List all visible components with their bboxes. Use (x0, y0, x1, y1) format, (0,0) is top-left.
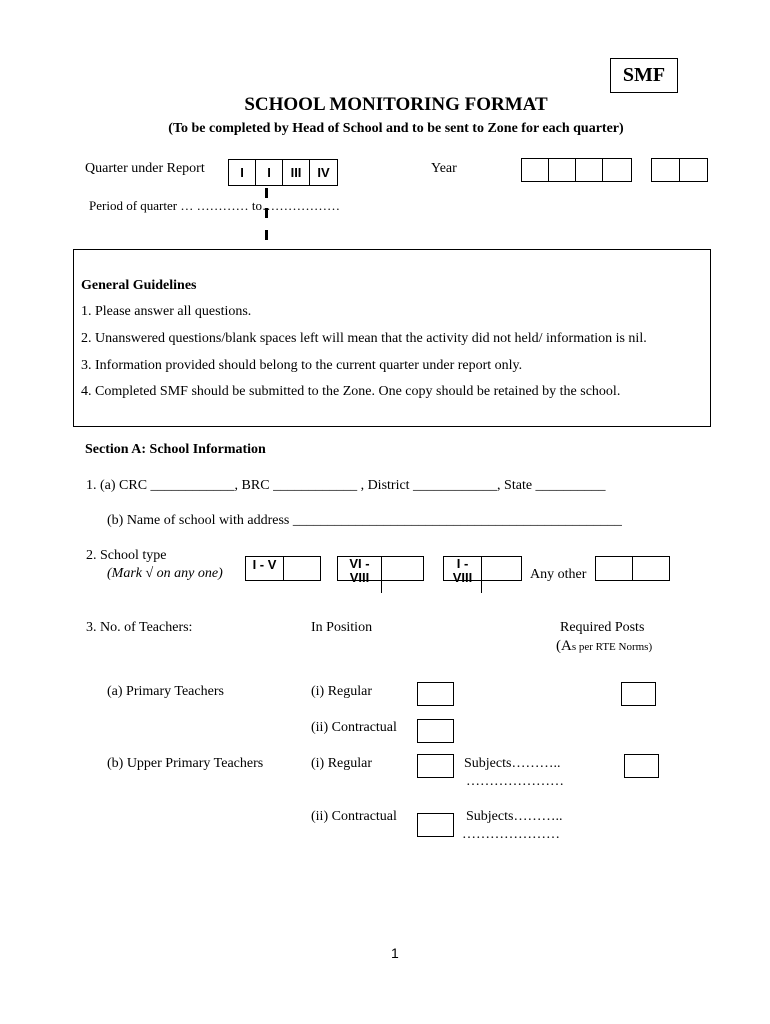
year-digit-4[interactable] (603, 159, 631, 181)
upper-required-input[interactable] (624, 754, 659, 778)
quarter-option-1[interactable]: I (229, 160, 256, 185)
required-posts-header: Required Posts (560, 620, 645, 635)
section-a-heading: Section A: School Information (85, 442, 266, 457)
rte-note-a: (A (556, 638, 572, 654)
school-type-i-viii-checkbox[interactable] (482, 557, 521, 580)
any-other-field-2[interactable] (633, 557, 669, 580)
q1a-crc-brc-district-state[interactable]: 1. (a) CRC ____________, BRC ____________ , District ____________, State __________ (86, 478, 606, 493)
page-number: 1 (391, 945, 399, 961)
upper-contractual-input[interactable] (417, 813, 454, 837)
q1b-school-name-address[interactable]: (b) Name of school with address _______________________________________________ (107, 513, 622, 528)
q2-label: 2. School type (86, 548, 167, 563)
primary-contractual-label: (ii) Contractual (311, 720, 397, 735)
school-type-vi-viii-label: VI - VIII (338, 557, 382, 593)
quarter-label: Quarter under Report (85, 161, 205, 176)
school-type-i-viii[interactable] (443, 556, 522, 585)
page-title: SCHOOL MONITORING FORMAT (244, 94, 548, 115)
primary-required-input[interactable] (621, 682, 656, 706)
dashed-marker (265, 188, 268, 198)
year-label: Year (431, 161, 457, 176)
year-digit-1[interactable] (522, 159, 549, 181)
in-position-header: In Position (311, 620, 373, 635)
school-type-i-viii-label: I - VIII (444, 557, 482, 593)
upper-contractual-label: (ii) Contractual (311, 809, 397, 824)
upper-regular-input[interactable] (417, 754, 454, 778)
quarter-option-4[interactable]: IV (317, 165, 330, 180)
primary-teachers-label: (a) Primary Teachers (107, 684, 224, 699)
guideline-item: 2. Unanswered questions/blank spaces left will mean that the activity did not held/ information is nil. (81, 331, 647, 346)
school-type-vi-viii-checkbox[interactable] (382, 557, 423, 580)
smf-badge (610, 58, 678, 93)
primary-regular-input[interactable] (417, 682, 454, 706)
upper-regular-label: (i) Regular (311, 756, 373, 771)
school-type-i-v[interactable] (245, 556, 321, 581)
upper-primary-teachers-label: (b) Upper Primary Teachers (107, 756, 264, 771)
year-boxes-right[interactable] (651, 158, 708, 182)
upper-regular-subjects[interactable]: Subjects……….. (464, 756, 561, 771)
year-digit-2[interactable] (549, 159, 576, 181)
dashed-marker (265, 230, 268, 240)
upper-regular-subjects-dots[interactable]: ………………… (466, 774, 564, 789)
any-other-field-1[interactable] (596, 557, 633, 580)
rte-note-b: s per RTE Norms) (571, 641, 653, 653)
school-type-vi-viii[interactable] (337, 556, 424, 585)
school-type-i-v-checkbox[interactable] (284, 557, 320, 580)
q3-label: 3. No. of Teachers: (86, 620, 193, 635)
year-boxes-left[interactable] (521, 158, 632, 182)
page-subtitle: (To be completed by Head of School and to be sent to Zone for each quarter) (168, 121, 624, 136)
guideline-item: 3. Information provided should belong to the current quarter under report only. (81, 358, 523, 373)
period-of-quarter: Period of quarter … ………… to……………… (89, 198, 340, 213)
guidelines-heading: General Guidelines (81, 278, 197, 293)
any-other-label: Any other (530, 567, 587, 582)
year-digit-3[interactable] (576, 159, 603, 181)
rte-note (556, 637, 652, 655)
primary-regular-label: (i) Regular (311, 684, 373, 699)
year-digit-6[interactable] (680, 159, 707, 181)
school-type-i-v-label: I - V (246, 557, 284, 580)
guideline-item: 4. Completed SMF should be submitted to the Zone. One copy should be retained by the school. (81, 384, 621, 399)
quarter-options[interactable] (228, 159, 338, 186)
school-type-any-other[interactable] (595, 556, 670, 581)
smf-badge-text: SMF (622, 64, 666, 86)
primary-contractual-input[interactable] (417, 719, 454, 743)
upper-contractual-subjects[interactable]: Subjects……….. (466, 809, 563, 824)
upper-contractual-subjects-dots[interactable]: ………………… (462, 827, 560, 842)
guideline-item: 1. Please answer all questions. (81, 304, 252, 319)
q2-note: (Mark √ on any one) (107, 566, 223, 581)
quarter-option-3[interactable]: III (283, 160, 310, 185)
quarter-option-2[interactable]: I (256, 160, 283, 185)
year-digit-5[interactable] (652, 159, 680, 181)
